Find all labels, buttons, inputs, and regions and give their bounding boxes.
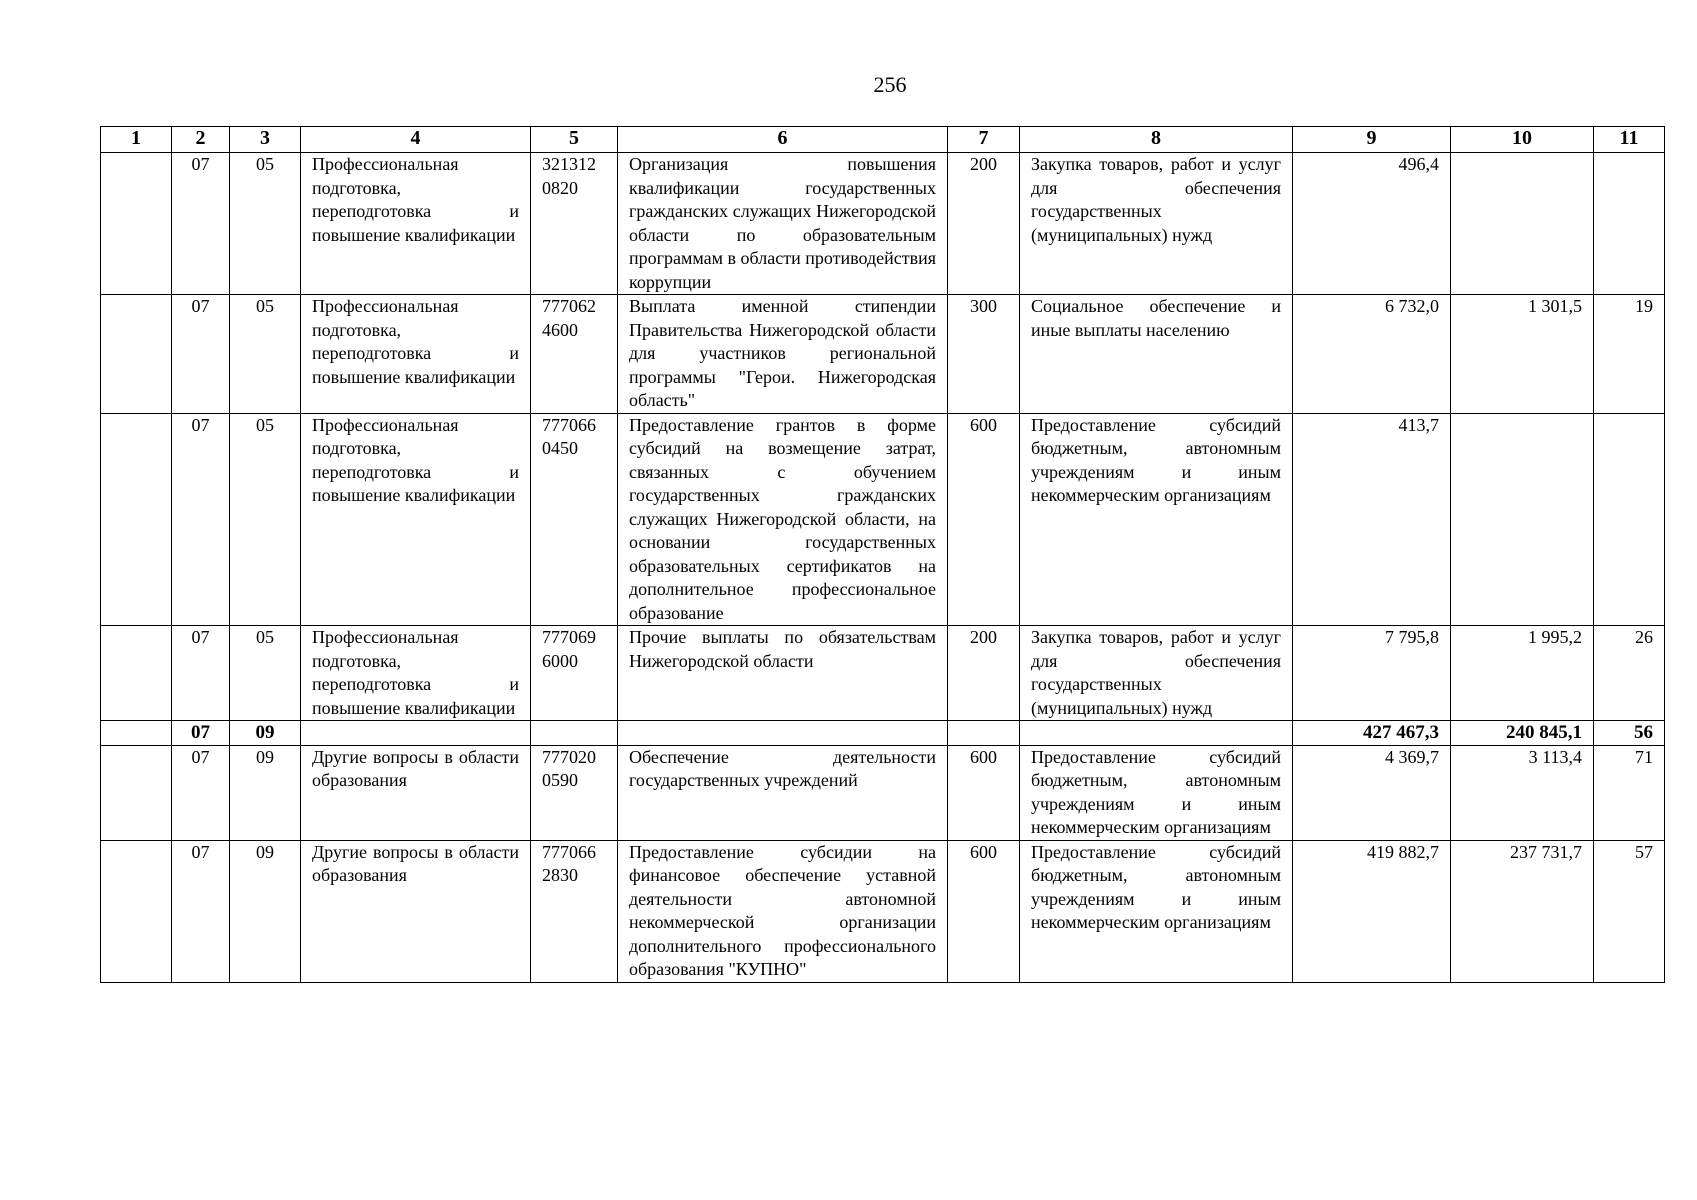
cell-c1 [101,413,172,626]
cell-article-name: Обеспечение деятельности государственных учреждений [618,745,948,840]
cell-expense-type: 600 [948,840,1020,982]
cell-section: 07 [172,295,230,414]
cell-expense-type-name: Социальное обеспечение и иные выплаты населению [1020,295,1293,414]
cell-expense-type-name: Предоставление субсидий бюджетным, автономным учреждениям и иным некоммерческим организациям [1020,745,1293,840]
cell-amount-executed: 1 995,2 [1451,626,1594,721]
cell-amount-plan: 4 369,7 [1293,745,1451,840]
cell-percent: 19 [1594,295,1665,414]
table-row [101,745,1665,840]
cell-amount-plan: 413,7 [1293,413,1451,626]
cell-section: 07 [172,745,230,840]
table-row [101,840,1665,982]
cell-subsection: 09 [230,721,301,746]
cell-c1 [101,295,172,414]
cell-article-name [618,721,948,746]
cell-expense-type: 300 [948,295,1020,414]
cell-target-article: 777066 2830 [531,840,618,982]
cell-expense-type: 600 [948,745,1020,840]
cell-article-name: Предоставление субсидии на финансовое обеспечение уставной деятельности автономной некоммерческой организации дополнительного профессионального образования "КУПНО" [618,840,948,982]
cell-subsection: 05 [230,295,301,414]
cell-percent: 56 [1594,721,1665,746]
column-header: 5 [531,127,618,153]
cell-subsection-name: Профессиональная подготовка, переподготовка и повышение квалификации [301,626,531,721]
cell-subsection: 05 [230,413,301,626]
cell-amount-plan: 496,4 [1293,153,1451,295]
cell-expense-type-name: Закупка товаров, работ и услуг для обеспечения государственных (муниципальных) нужд [1020,626,1293,721]
cell-expense-type [948,721,1020,746]
cell-percent: 71 [1594,745,1665,840]
cell-c1 [101,153,172,295]
table-row [101,295,1665,414]
header-row [101,127,1665,153]
cell-target-article [531,721,618,746]
cell-amount-plan: 419 882,7 [1293,840,1451,982]
cell-percent: 57 [1594,840,1665,982]
cell-article-name: Выплата именной стипендии Правительства Нижегородской области для участников региональной программы "Герои. Нижегородская область" [618,295,948,414]
cell-amount-plan: 6 732,0 [1293,295,1451,414]
cell-target-article: 777066 0450 [531,413,618,626]
budget-table [100,126,1665,983]
cell-subsection-name: Профессиональная подготовка, переподготовка и повышение квалификации [301,413,531,626]
table-row [101,153,1665,295]
column-header: 8 [1020,127,1293,153]
cell-expense-type: 600 [948,413,1020,626]
cell-target-article: 777020 0590 [531,745,618,840]
page-number: 256 [873,72,907,97]
cell-subsection: 09 [230,840,301,982]
cell-amount-executed [1451,153,1594,295]
cell-subsection-name: Другие вопросы в области образования [301,840,531,982]
cell-subsection-name: Другие вопросы в области образования [301,745,531,840]
column-header: 2 [172,127,230,153]
cell-target-article: 777069 6000 [531,626,618,721]
column-header: 9 [1293,127,1451,153]
cell-c1 [101,840,172,982]
cell-section: 07 [172,626,230,721]
cell-amount-plan: 427 467,3 [1293,721,1451,746]
column-header: 11 [1594,127,1665,153]
cell-expense-type-name [1020,721,1293,746]
table-row [101,626,1665,721]
table-row [101,413,1665,626]
cell-amount-executed: 240 845,1 [1451,721,1594,746]
column-header: 1 [101,127,172,153]
cell-expense-type-name: Закупка товаров, работ и услуг для обеспечения государственных (муниципальных) нужд [1020,153,1293,295]
cell-target-article: 321312 0820 [531,153,618,295]
cell-amount-executed: 1 301,5 [1451,295,1594,414]
cell-amount-executed: 3 113,4 [1451,745,1594,840]
cell-c1 [101,721,172,746]
column-header: 6 [618,127,948,153]
cell-subsection-name: Профессиональная подготовка, переподготовка и повышение квалификации [301,153,531,295]
cell-article-name: Прочие выплаты по обязательствам Нижегородской области [618,626,948,721]
cell-amount-executed: 237 731,7 [1451,840,1594,982]
cell-percent [1594,413,1665,626]
cell-c1 [101,626,172,721]
cell-section: 07 [172,413,230,626]
column-header: 3 [230,127,301,153]
cell-subsection: 09 [230,745,301,840]
cell-section: 07 [172,840,230,982]
cell-percent: 26 [1594,626,1665,721]
cell-subsection: 05 [230,153,301,295]
cell-subsection-name [301,721,531,746]
cell-expense-type-name: Предоставление субсидий бюджетным, автономным учреждениям и иным некоммерческим организациям [1020,840,1293,982]
cell-amount-plan: 7 795,8 [1293,626,1451,721]
cell-amount-executed [1451,413,1594,626]
cell-section: 07 [172,153,230,295]
cell-expense-type-name: Предоставление субсидий бюджетным, автономным учреждениям и иным некоммерческим организациям [1020,413,1293,626]
column-header: 7 [948,127,1020,153]
cell-section: 07 [172,721,230,746]
cell-c1 [101,745,172,840]
subtotal-row [101,721,1665,746]
cell-subsection: 05 [230,626,301,721]
cell-expense-type: 200 [948,153,1020,295]
cell-subsection-name: Профессиональная подготовка, переподготовка и повышение квалификации [301,295,531,414]
cell-target-article: 777062 4600 [531,295,618,414]
column-header: 4 [301,127,531,153]
cell-percent [1594,153,1665,295]
cell-expense-type: 200 [948,626,1020,721]
cell-article-name: Предоставление грантов в форме субсидий на возмещение затрат, связанных с обучением государственных гражданских служащих Нижегородской области, на основании государственных образовательных сертификатов на дополнительное профессиональное образование [618,413,948,626]
column-header: 10 [1451,127,1594,153]
cell-article-name: Организация повышения квалификации государственных гражданских служащих Нижегородской области по образовательным программам в области противодействия коррупции [618,153,948,295]
